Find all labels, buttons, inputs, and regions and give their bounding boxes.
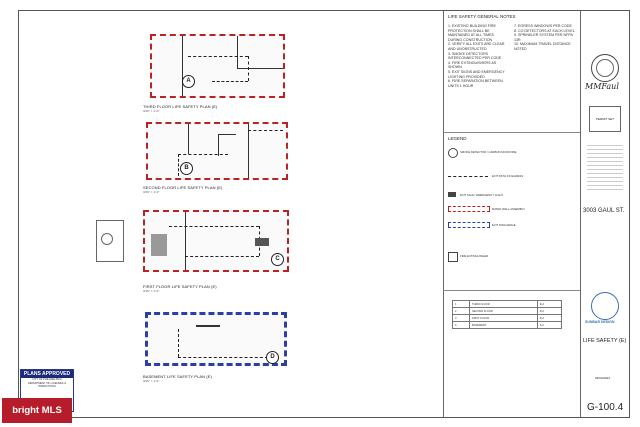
basement-plan-title: BASEMENT LIFE SAFETY PLAN (E) xyxy=(143,374,212,379)
table-divider xyxy=(443,290,580,291)
sheet-date: 03/04/2024 xyxy=(595,376,611,380)
general-notes-title: LIFE SAFETY GENERAL NOTES xyxy=(448,14,516,19)
table-row: 3 FIRST FLOOR R-2 xyxy=(453,315,562,322)
first-floor-plan-title: FIRST FLOOR LIFE SAFETY PLAN (E) xyxy=(143,284,217,289)
project-address: 3003 GAUL ST. xyxy=(583,208,625,214)
first-floor-plan xyxy=(143,210,289,272)
title-block-divider xyxy=(580,10,581,418)
firm-name: SUNBAR DESIGN xyxy=(585,320,615,324)
egress-path-icon xyxy=(448,176,488,177)
exit-sign-icon xyxy=(448,192,456,197)
legend-item-1: SMOKE DETECTOR / CARBON MONOXIDE xyxy=(460,150,517,154)
fire-extinguisher-icon xyxy=(448,252,458,262)
second-floor-plan xyxy=(146,122,288,180)
rated-wall-icon xyxy=(448,206,490,212)
exit-discharge-icon xyxy=(448,222,490,228)
legend-item-6: EXIT DISCHARGE xyxy=(492,223,516,227)
plan-marker-c: C xyxy=(271,253,284,266)
permit-label: PERMIT SET xyxy=(596,117,614,121)
sheet-number: G-100.4 xyxy=(587,402,624,413)
third-floor-plan xyxy=(150,34,285,98)
notes-divider xyxy=(443,10,444,418)
general-notes-left: 1. EXISTING BUILDING FIRE PROTECTION SHALL BE MAINTAINED AT ALL TIMES DURING CONSTRUCTION 2. VERIFY ALL EXITS ARE CLEAR AND UNOBSTRUCTED 3. SMOKE DETECTORS INTERCONNECTED PER CODE 4. FIRE EXTINGUISHERS AS SHOWN 5. EXIT SIGNS AND EMERGENCY LIGHTING PROVIDED 6. FIRE SEPARATION BETWEEN UNITS 1 HOUR xyxy=(448,24,505,88)
table-row: 2 SECOND FLOOR R-2 xyxy=(453,308,562,315)
plan-marker-a: A xyxy=(182,75,195,88)
smoke-detector-icon xyxy=(448,148,458,158)
mls-watermark: bright MLS xyxy=(2,398,72,423)
seal-icon xyxy=(591,54,619,82)
legend-item-5: RATED WALL ASSEMBLY xyxy=(492,207,525,211)
firm-logo-icon xyxy=(591,292,619,320)
stamp-line-1: CITY OF PHILADELPHIA xyxy=(32,378,62,381)
plan-marker-b: B xyxy=(180,162,193,175)
third-floor-plan-title: THIRD FLOOR LIFE SAFETY PLAN (E) xyxy=(143,104,218,109)
title-block xyxy=(583,48,627,418)
legend-item-4: FIRE EXTINGUISHER xyxy=(460,254,489,258)
second-floor-plan-scale: 3/16" = 1'-0" xyxy=(143,190,160,194)
general-notes-right: 7. EGRESS WINDOWS PER CODE 8. CO DETECTORS AT EACH LEVEL 9. SPRINKLER SYSTEM PER NFPA 13R 10. MAXIMUM TRAVEL DISTANCE NOTED xyxy=(514,24,575,51)
stamp-title: PLANS APPROVED xyxy=(21,370,73,378)
second-floor-plan-title: SECOND FLOOR LIFE SAFETY PLAN (E) xyxy=(143,185,223,190)
table-row: 1 THIRD FLOOR R-2 xyxy=(453,301,562,308)
table-row: 4 BASEMENT S-2 xyxy=(453,322,562,329)
basement-plan xyxy=(145,312,287,366)
basement-plan-scale: 3/16" = 1'-0" xyxy=(143,379,160,383)
stamp-line-2: DEPARTMENT OF LICENSES & INSPECTIONS xyxy=(28,381,66,389)
legend-item-2: EXIT PATH OF EGRESS xyxy=(492,174,524,178)
occupancy-table xyxy=(452,300,562,329)
first-floor-plan-scale: 3/16" = 1'-0" xyxy=(143,289,160,293)
architect-signature: MMFaul xyxy=(585,82,619,91)
permit-box xyxy=(589,106,621,132)
plan-marker-d: D xyxy=(266,351,279,364)
legend-title: LEGEND xyxy=(448,136,467,141)
revision-list xyxy=(587,142,623,192)
sheet-border xyxy=(18,10,630,418)
sheet-title: LIFE SAFETY (E) xyxy=(583,338,627,344)
legend-divider xyxy=(443,132,580,133)
site-detail xyxy=(96,220,124,262)
third-floor-plan-scale: 3/16" = 1'-0" xyxy=(143,109,160,113)
legend-item-3: EXIT SIGN / EMERGENCY LIGHT xyxy=(460,193,504,197)
